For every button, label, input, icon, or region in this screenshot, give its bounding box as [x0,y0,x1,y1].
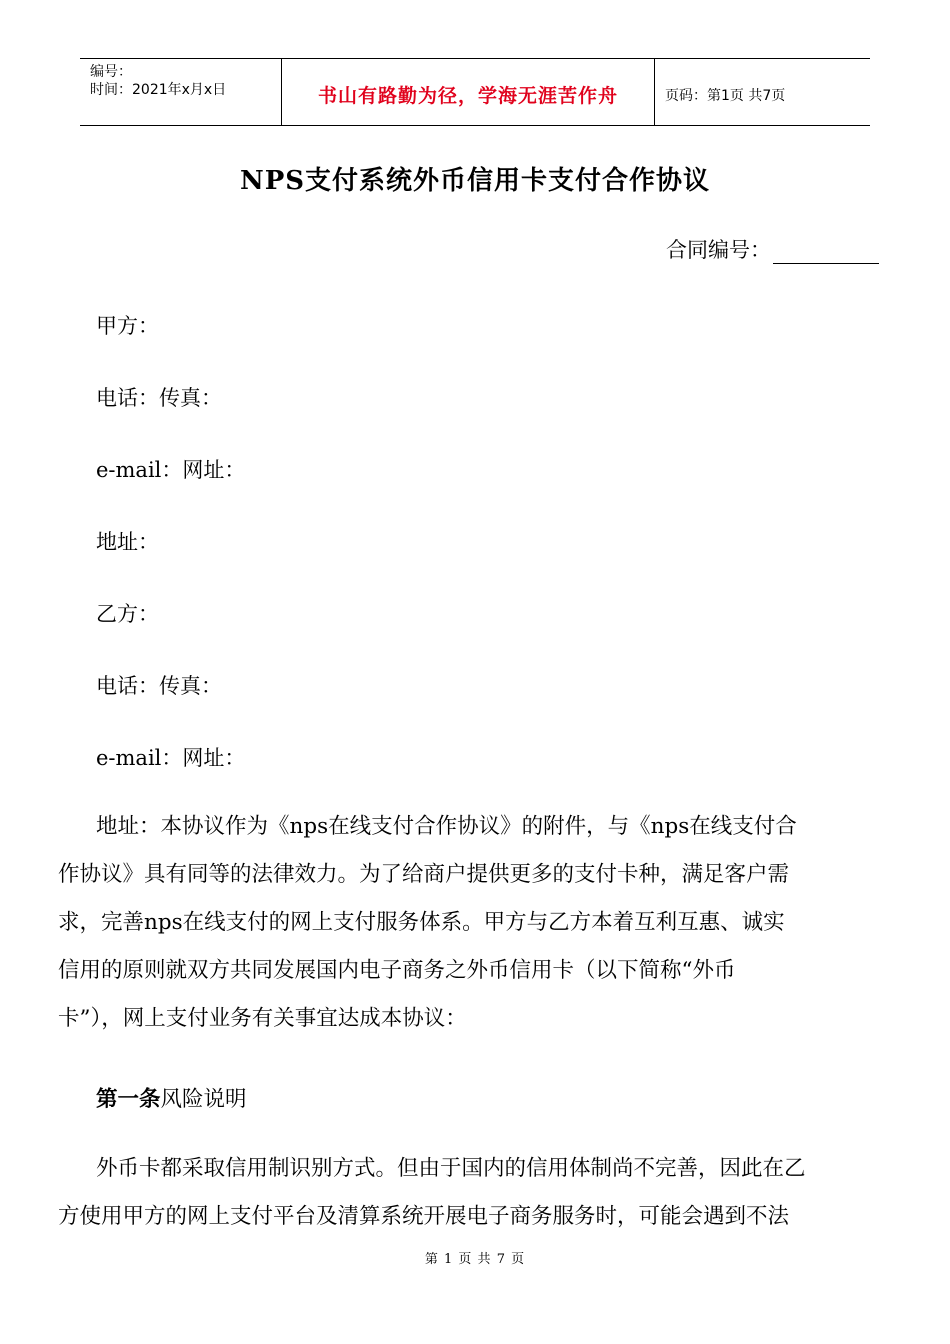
paragraph-line: 方使用甲方的网上支付平台及清算系统开展电子商务服务时，可能会遇到不法 [58,1204,790,1229]
page-header [80,58,870,126]
page-info: 页码：第1页 共7页 [665,88,786,104]
party-a-address: 地址： [96,530,159,554]
contract-number-label: 合同编号： [666,238,771,262]
paragraph-line: 卡”），网上支付业务有关事宜达成本协议： [58,1006,467,1031]
header-motto-cell [281,59,655,125]
contract-number [666,234,879,264]
contract-number-blank [773,241,879,264]
header-page-cell [655,59,870,125]
paragraph-line: 地址：本协议作为《nps在线支付合作协议》的附件，与《nps在线支付合 [96,814,797,839]
page-footer: 第 1 页 共 7 页 [424,1252,526,1267]
article-1-paragraph [58,1145,878,1241]
motto-text: 书山有路勤为径，学海无涯苦作舟 [317,85,618,107]
party-a-label: 甲方： [96,314,159,338]
party-b-email-web: e-mail：网址： [96,746,246,770]
serial-label: 编号： [90,64,132,80]
document-title: NPS支付系统外币信用卡支付合作协议 [239,166,711,196]
article-1-heading [96,1082,247,1113]
paragraph-line: 求，完善nps在线支付的网上支付服务体系。甲方与乙方本着互利互惠、诚实 [58,910,785,935]
article-number: 第一条 [96,1087,161,1112]
party-b-phone-fax: 电话：传真： [96,674,222,698]
party-b-label: 乙方： [96,602,159,626]
time-label: 时间：2021年x月x日 [90,82,227,98]
article-title: 风险说明 [160,1087,247,1112]
paragraph-line: 作协议》具有同等的法律效力。为了给商户提供更多的支付卡种，满足客户需 [58,862,790,887]
intro-paragraph [58,803,878,1043]
party-a-email-web: e-mail：网址： [96,458,246,482]
paragraph-line: 外币卡都采取信用制识别方式。但由于国内的信用体制尚不完善，因此在乙 [96,1156,806,1181]
paragraph-line: 信用的原则就双方共同发展国内电子商务之外币信用卡（以下简称“外币 [58,958,736,983]
party-a-phone-fax: 电话：传真： [96,386,222,410]
header-meta [80,59,281,125]
